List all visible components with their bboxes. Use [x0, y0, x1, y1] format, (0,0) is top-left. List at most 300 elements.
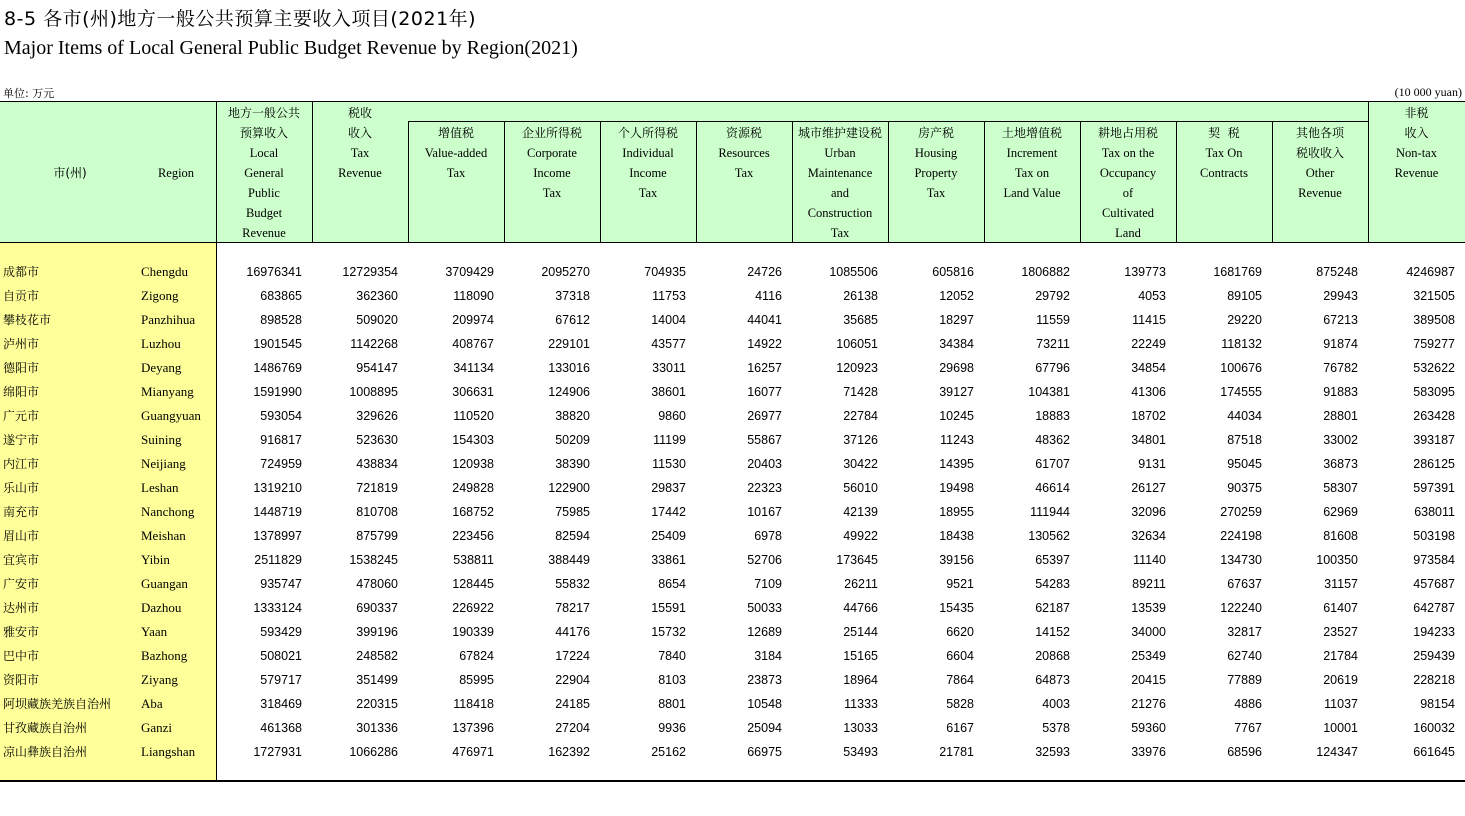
value-cell: 478060 [356, 577, 398, 591]
value-cell: 37318 [555, 289, 590, 303]
value-cell: 13033 [843, 721, 878, 735]
value-cell: 15165 [843, 649, 878, 663]
region-name-chinese: 自贡市 [3, 289, 40, 303]
value-cell: 174555 [1220, 385, 1262, 399]
value-cell: 538811 [453, 553, 494, 567]
value-cell: 1806882 [1021, 265, 1070, 279]
header-individual-tax: 个人所得税 Individual Income Tax [617, 126, 678, 200]
header-deed-tax: 契 税 Tax On Contracts [1200, 126, 1248, 180]
region-name-chinese: 乐山市 [3, 481, 40, 495]
value-cell: 249828 [452, 481, 494, 495]
value-cell: 259439 [1413, 649, 1455, 663]
region-name-chinese: 凉山彝族自治州 [3, 745, 88, 759]
value-cell: 59360 [1131, 721, 1166, 735]
value-cell: 9936 [658, 721, 686, 735]
value-cell: 50209 [555, 433, 590, 447]
value-cell: 90375 [1227, 481, 1262, 495]
value-cell: 1378997 [253, 529, 302, 543]
table-row [0, 332, 1465, 356]
table-row [0, 620, 1465, 644]
value-cell: 17442 [651, 505, 686, 519]
value-cell: 1727931 [253, 745, 302, 759]
value-cell: 35685 [843, 313, 878, 327]
value-cell: 68596 [1227, 745, 1262, 759]
value-cell: 73211 [1036, 337, 1070, 351]
value-cell: 11333 [844, 697, 878, 711]
value-cell: 25094 [747, 721, 782, 735]
region-name-chinese: 广安市 [3, 577, 40, 591]
region-name-chinese: 阿坝藏族羌族自治州 [3, 697, 112, 711]
value-cell: 190339 [452, 625, 494, 639]
value-cell: 351499 [356, 673, 398, 687]
value-cell: 41306 [1131, 385, 1166, 399]
value-cell: 168752 [452, 505, 494, 519]
value-cell: 14395 [939, 457, 974, 471]
value-cell: 34000 [1131, 625, 1166, 639]
value-cell: 65397 [1035, 553, 1070, 567]
value-cell: 37126 [843, 433, 878, 447]
value-cell: 16976341 [246, 265, 302, 279]
value-cell: 1591990 [253, 385, 302, 399]
header-top-line [0, 101, 1465, 102]
value-cell: 248582 [356, 649, 398, 663]
value-cell: 898528 [260, 313, 302, 327]
value-cell: 26138 [843, 289, 878, 303]
value-cell: 85995 [459, 673, 494, 687]
value-cell: 10245 [939, 409, 974, 423]
value-cell: 7109 [754, 577, 782, 591]
value-cell: 38601 [651, 385, 686, 399]
value-cell: 104381 [1028, 385, 1070, 399]
value-cell: 7864 [946, 673, 974, 687]
value-cell: 54283 [1035, 577, 1070, 591]
value-cell: 321505 [1413, 289, 1455, 303]
value-cell: 128445 [452, 577, 494, 591]
value-cell: 362360 [356, 289, 398, 303]
table-row [0, 260, 1465, 284]
header-budget-revenue: 地方一般公共 预算收入 Local General Public Budget Revenue [227, 106, 300, 240]
region-name-english: Deyang [141, 360, 182, 375]
region-name-english: Luzhou [141, 336, 181, 351]
value-cell: 461368 [260, 721, 302, 735]
value-cell: 642787 [1413, 601, 1455, 615]
region-name-chinese: 泸州市 [3, 337, 40, 351]
header-vat: 增值税 Value-added Tax [424, 126, 488, 180]
value-cell: 39156 [939, 553, 974, 567]
value-cell: 286125 [1413, 457, 1455, 471]
region-name-english: Guangan [141, 576, 188, 591]
table-row [0, 668, 1465, 692]
value-cell: 1448719 [253, 505, 302, 519]
value-cell: 34801 [1131, 433, 1166, 447]
value-cell: 55832 [555, 577, 590, 591]
region-name-english: Ziyang [141, 672, 178, 687]
region-name-english: Chengdu [141, 264, 188, 279]
value-cell: 12689 [747, 625, 782, 639]
value-cell: 44041 [747, 313, 782, 327]
table-row [0, 284, 1465, 308]
region-name-chinese: 巴中市 [3, 649, 40, 663]
table-row [0, 692, 1465, 716]
value-cell: 16257 [747, 361, 782, 375]
value-cell: 124347 [1316, 745, 1358, 759]
region-name-english: Yibin [141, 552, 170, 567]
value-cell: 49922 [843, 529, 878, 543]
value-cell: 341134 [453, 361, 494, 375]
value-cell: 916817 [260, 433, 302, 447]
value-cell: 76782 [1323, 361, 1358, 375]
value-cell: 122900 [548, 481, 590, 495]
region-name-english: Leshan [141, 480, 179, 495]
value-cell: 62969 [1323, 505, 1358, 519]
region-name-chinese: 遂宁市 [3, 433, 40, 447]
value-cell: 6604 [946, 649, 974, 663]
value-cell: 1008895 [349, 385, 398, 399]
unit-label-english: (10 000 yuan) [1394, 85, 1462, 99]
value-cell: 25144 [843, 625, 878, 639]
value-cell: 67824 [459, 649, 494, 663]
table-row [0, 404, 1465, 428]
value-cell: 523630 [356, 433, 398, 447]
value-cell: 638011 [1414, 505, 1455, 519]
value-cell: 4246987 [1406, 265, 1455, 279]
value-cell: 14922 [747, 337, 782, 351]
value-cell: 24726 [747, 265, 782, 279]
value-cell: 39127 [939, 385, 974, 399]
value-cell: 759277 [1413, 337, 1455, 351]
value-cell: 7840 [658, 649, 686, 663]
value-cell: 5378 [1042, 721, 1070, 735]
region-name-english: Meishan [141, 528, 186, 543]
value-cell: 110520 [453, 409, 494, 423]
value-cell: 18297 [939, 313, 974, 327]
value-cell: 6167 [946, 721, 974, 735]
value-cell: 1319210 [253, 481, 302, 495]
value-cell: 61407 [1323, 601, 1358, 615]
value-cell: 1538245 [349, 553, 398, 567]
value-cell: 18964 [843, 673, 878, 687]
header-other-tax: 其他各项 税收收入 Other Revenue [1295, 126, 1344, 200]
value-cell: 38820 [555, 409, 590, 423]
value-cell: 11140 [1133, 553, 1166, 567]
value-cell: 75985 [555, 505, 590, 519]
value-cell: 388449 [548, 553, 590, 567]
region-name-chinese: 绵阳市 [3, 385, 40, 399]
header-corporate-tax: 企业所得税 Corporate Income Tax [521, 126, 582, 200]
value-cell: 44034 [1227, 409, 1262, 423]
value-cell: 137396 [452, 721, 494, 735]
table-row [0, 428, 1465, 452]
table-row [0, 596, 1465, 620]
value-cell: 67612 [555, 313, 590, 327]
region-name-english: Mianyang [141, 384, 194, 399]
value-cell: 30422 [843, 457, 878, 471]
table-row [0, 644, 1465, 668]
value-cell: 18438 [939, 529, 974, 543]
value-cell: 14004 [651, 313, 686, 327]
value-cell: 6978 [754, 529, 782, 543]
value-cell: 18702 [1131, 409, 1166, 423]
value-cell: 1901545 [253, 337, 302, 351]
value-cell: 229101 [548, 337, 590, 351]
value-cell: 2511829 [254, 553, 302, 567]
region-name-chinese: 雅安市 [3, 625, 40, 639]
value-cell: 139773 [1124, 265, 1166, 279]
value-cell: 58307 [1323, 481, 1358, 495]
value-cell: 33976 [1131, 745, 1166, 759]
value-cell: 29220 [1227, 313, 1262, 327]
value-cell: 67213 [1323, 313, 1358, 327]
value-cell: 5828 [946, 697, 974, 711]
value-cell: 11415 [1132, 313, 1166, 327]
header-region-en: Region [157, 166, 195, 180]
value-cell: 48362 [1035, 433, 1070, 447]
value-cell: 1486769 [253, 361, 302, 375]
value-cell: 44766 [843, 601, 878, 615]
value-cell: 4886 [1234, 697, 1262, 711]
value-cell: 46614 [1035, 481, 1070, 495]
value-cell: 532622 [1413, 361, 1455, 375]
value-cell: 120938 [452, 457, 494, 471]
header-nontax-revenue: 非税 收入 Non-tax Revenue [1394, 106, 1439, 180]
value-cell: 15435 [939, 601, 974, 615]
value-cell: 306631 [452, 385, 494, 399]
value-cell: 61707 [1035, 457, 1070, 471]
value-cell: 21276 [1131, 697, 1166, 711]
value-cell: 8103 [658, 673, 686, 687]
value-cell: 593054 [260, 409, 302, 423]
value-cell: 43577 [651, 337, 686, 351]
value-cell: 29792 [1035, 289, 1070, 303]
table-row [0, 308, 1465, 332]
value-cell: 393187 [1413, 433, 1455, 447]
unit-label-chinese: 单位: 万元 [3, 87, 55, 100]
value-cell: 26127 [1131, 481, 1166, 495]
header-resources-tax: 资源税 Resources Tax [718, 126, 770, 180]
value-cell: 67796 [1035, 361, 1070, 375]
table-row [0, 356, 1465, 380]
value-cell: 130562 [1028, 529, 1070, 543]
value-cell: 12052 [939, 289, 974, 303]
value-cell: 29837 [651, 481, 686, 495]
value-cell: 118132 [1221, 337, 1262, 351]
value-cell: 18883 [1035, 409, 1070, 423]
value-cell: 10001 [1323, 721, 1358, 735]
table-row [0, 500, 1465, 524]
value-cell: 4003 [1042, 697, 1070, 711]
value-cell: 18955 [939, 505, 974, 519]
value-cell: 53493 [843, 745, 878, 759]
value-cell: 56010 [843, 481, 878, 495]
value-cell: 270259 [1220, 505, 1262, 519]
value-cell: 579717 [260, 673, 302, 687]
table-row [0, 524, 1465, 548]
value-cell: 10548 [747, 697, 782, 711]
region-name-chinese: 德阳市 [3, 361, 40, 375]
value-cell: 22249 [1131, 337, 1166, 351]
value-cell: 8801 [658, 697, 686, 711]
value-cell: 111944 [1030, 505, 1070, 519]
value-cell: 91883 [1323, 385, 1358, 399]
value-cell: 32593 [1035, 745, 1070, 759]
value-cell: 476971 [452, 745, 494, 759]
value-cell: 1066286 [349, 745, 398, 759]
value-cell: 875799 [356, 529, 398, 543]
value-cell: 973584 [1413, 553, 1455, 567]
value-cell: 22323 [747, 481, 782, 495]
value-cell: 3184 [754, 649, 782, 663]
value-cell: 33861 [651, 553, 686, 567]
value-cell: 13539 [1131, 601, 1166, 615]
value-cell: 91874 [1323, 337, 1358, 351]
value-cell: 154303 [452, 433, 494, 447]
value-cell: 64873 [1035, 673, 1070, 687]
value-cell: 95045 [1227, 457, 1262, 471]
value-cell: 20868 [1035, 649, 1070, 663]
header-tax-revenue: 税收 收入 Tax Revenue [338, 106, 382, 180]
value-cell: 15732 [651, 625, 686, 639]
value-cell: 34854 [1131, 361, 1166, 375]
value-cell: 11530 [652, 457, 686, 471]
value-cell: 134730 [1220, 553, 1262, 567]
value-cell: 29698 [939, 361, 974, 375]
value-cell: 162392 [548, 745, 590, 759]
value-cell: 21784 [1323, 649, 1358, 663]
value-cell: 26211 [844, 577, 878, 591]
value-cell: 66975 [747, 745, 782, 759]
value-cell: 25162 [651, 745, 686, 759]
value-cell: 220315 [356, 697, 398, 711]
value-cell: 2095270 [541, 265, 590, 279]
value-cell: 120923 [836, 361, 878, 375]
value-cell: 118418 [453, 697, 494, 711]
value-cell: 100350 [1316, 553, 1358, 567]
value-cell: 4053 [1138, 289, 1166, 303]
table-row [0, 740, 1465, 764]
value-cell: 23527 [1323, 625, 1358, 639]
value-cell: 1333124 [253, 601, 302, 615]
value-cell: 36873 [1323, 457, 1358, 471]
value-cell: 22784 [843, 409, 878, 423]
value-cell: 14152 [1035, 625, 1070, 639]
value-cell: 21781 [939, 745, 974, 759]
value-cell: 12729354 [342, 265, 398, 279]
value-cell: 100676 [1220, 361, 1262, 375]
region-name-chinese: 宜宾市 [3, 553, 40, 567]
value-cell: 20415 [1131, 673, 1166, 687]
value-cell: 98154 [1420, 697, 1455, 711]
value-cell: 8654 [658, 577, 686, 591]
value-cell: 89211 [1132, 577, 1166, 591]
value-cell: 6620 [946, 625, 974, 639]
value-cell: 226922 [452, 601, 494, 615]
value-cell: 62187 [1035, 601, 1070, 615]
value-cell: 508021 [260, 649, 302, 663]
value-cell: 408767 [452, 337, 494, 351]
value-cell: 593429 [260, 625, 302, 639]
region-name-english: Nanchong [141, 504, 195, 519]
value-cell: 399196 [356, 625, 398, 639]
value-cell: 9131 [1138, 457, 1166, 471]
value-cell: 33002 [1323, 433, 1358, 447]
value-cell: 11243 [940, 433, 974, 447]
value-cell: 42139 [843, 505, 878, 519]
region-name-chinese: 攀枝花市 [3, 313, 52, 327]
region-name-english: Zigong [141, 288, 179, 303]
region-name-english: Dazhou [141, 600, 182, 615]
value-cell: 301336 [356, 721, 398, 735]
value-cell: 724959 [260, 457, 302, 471]
value-cell: 389508 [1413, 313, 1455, 327]
table-row [0, 476, 1465, 500]
region-name-chinese: 眉山市 [3, 529, 40, 543]
value-cell: 29943 [1323, 289, 1358, 303]
region-name-chinese: 内江市 [3, 457, 40, 471]
value-cell: 133016 [548, 361, 590, 375]
value-cell: 77889 [1227, 673, 1262, 687]
region-name-english: Guangyuan [141, 408, 201, 423]
value-cell: 20619 [1323, 673, 1358, 687]
value-cell: 228218 [1413, 673, 1455, 687]
value-cell: 503198 [1413, 529, 1455, 543]
region-name-chinese: 甘孜藏族自治州 [3, 721, 88, 735]
value-cell: 224198 [1220, 529, 1262, 543]
value-cell: 81608 [1323, 529, 1358, 543]
value-cell: 118090 [453, 289, 494, 303]
value-cell: 19498 [939, 481, 974, 495]
region-name-english: Yaan [141, 624, 168, 639]
value-cell: 78217 [555, 601, 590, 615]
value-cell: 690337 [356, 601, 398, 615]
value-cell: 62740 [1227, 649, 1262, 663]
value-cell: 71428 [843, 385, 878, 399]
value-cell: 25409 [651, 529, 686, 543]
value-cell: 605816 [932, 265, 974, 279]
value-cell: 160032 [1413, 721, 1455, 735]
value-cell: 31157 [1324, 577, 1358, 591]
table-bottom-line [0, 780, 1465, 782]
value-cell: 954147 [356, 361, 398, 375]
value-cell: 438834 [356, 457, 398, 471]
value-cell: 87518 [1227, 433, 1262, 447]
table-row [0, 572, 1465, 596]
value-cell: 457687 [1413, 577, 1455, 591]
value-cell: 509020 [356, 313, 398, 327]
region-name-english: Aba [141, 696, 163, 711]
value-cell: 122240 [1220, 601, 1262, 615]
value-cell: 89105 [1227, 289, 1262, 303]
value-cell: 106051 [836, 337, 878, 351]
value-cell: 27204 [555, 721, 590, 735]
value-cell: 17224 [555, 649, 590, 663]
value-cell: 597391 [1413, 481, 1455, 495]
value-cell: 55867 [747, 433, 782, 447]
value-cell: 1681769 [1213, 265, 1262, 279]
region-name-english: Panzhihua [141, 312, 196, 327]
table-title-chinese: 8-5 各市(州)地方一般公共预算主要收入项目(2021年) [4, 8, 477, 30]
header-housing-tax: 房产税 Housing Property Tax [914, 126, 958, 200]
region-name-english: Ganzi [141, 720, 173, 735]
value-cell: 704935 [644, 265, 686, 279]
value-cell: 11559 [1036, 313, 1070, 327]
value-cell: 3709429 [445, 265, 494, 279]
value-cell: 16077 [747, 385, 782, 399]
value-cell: 67637 [1227, 577, 1262, 591]
value-cell: 38390 [555, 457, 590, 471]
value-cell: 82594 [555, 529, 590, 543]
value-cell: 810708 [356, 505, 398, 519]
value-cell: 194233 [1413, 625, 1455, 639]
